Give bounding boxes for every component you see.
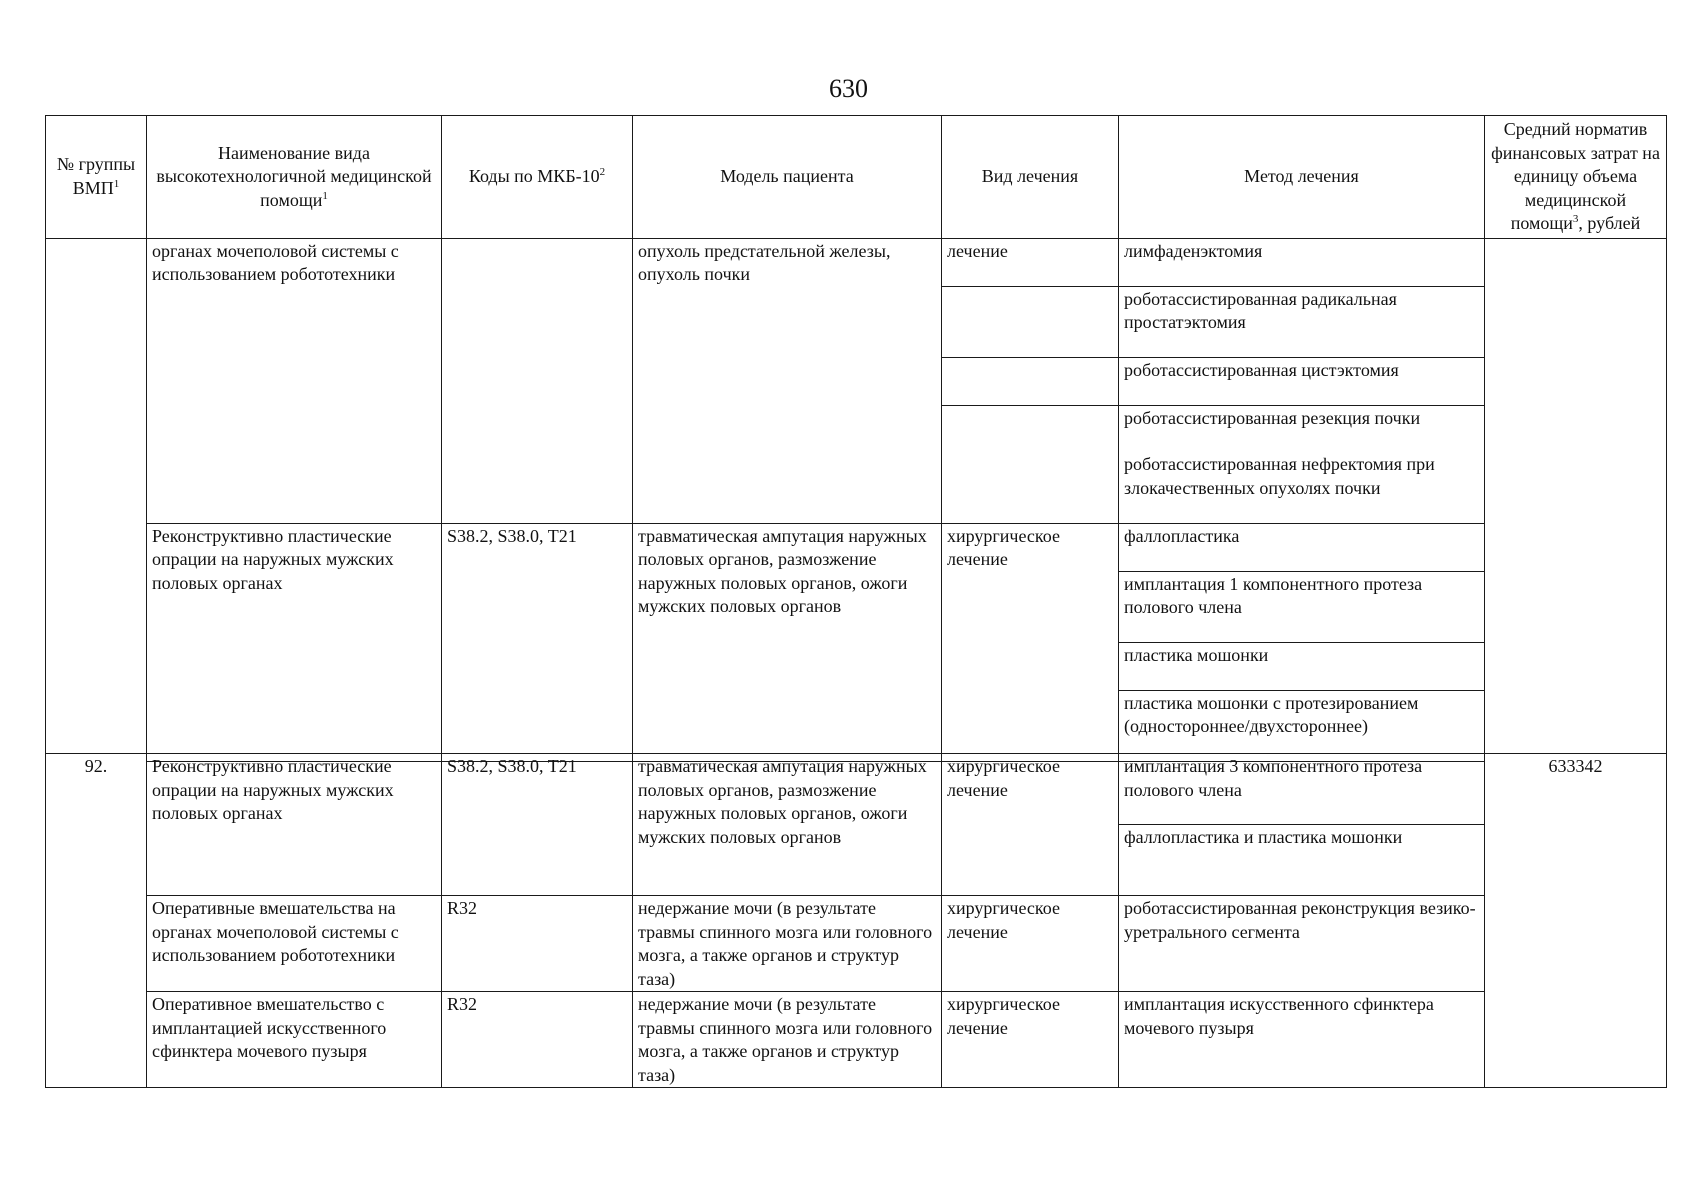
header-group-no: № группы ВМП$^1$ <box>46 116 147 239</box>
care-type-cell: Реконструктивно пластические опрации на наружных мужских половых органах <box>147 523 442 761</box>
table-row <box>46 896 1667 992</box>
cost-cell <box>1485 238 1667 761</box>
icd-codes-cell: S38.2, S38.0, T21 <box>442 523 633 761</box>
vmp-table <box>45 115 1667 762</box>
method-cell: роботассистированная резекция почки роботассистированная нефректомия при злокачественных опухолях почки <box>1119 405 1485 523</box>
table-row <box>46 992 1667 1088</box>
group-no-cell <box>46 238 147 761</box>
method-cell: роботассистированная радикальная простатэктомия <box>1119 286 1485 357</box>
method-cell: имплантация искусственного сфинктера мочевого пузыря <box>1119 992 1485 1088</box>
treatment-type-cell: хирургическое лечение <box>942 896 1119 992</box>
icd-codes-cell <box>442 238 633 523</box>
header-row <box>46 116 1667 239</box>
treatment-type-cell: лечение <box>942 238 1119 286</box>
header-treatment-method: Метод лечения <box>1119 116 1485 239</box>
treatment-type-cell <box>942 405 1119 523</box>
treatment-type-cell: хирургическое лечение <box>942 754 1119 896</box>
header-icd-codes: Коды по МКБ-$10^2$ <box>442 116 633 239</box>
patient-model-cell: опухоль предстательной железы, опухоль почки <box>633 238 942 523</box>
care-type-cell: Оперативное вмешательство с имплантацией искусственного сфинктера мочевого пузыря <box>147 992 442 1088</box>
care-type-cell: органах мочеполовой системы с использованием робототехники <box>147 238 442 523</box>
table-row <box>46 523 1667 571</box>
patient-model-cell: травматическая ампутация наружных половых органов, размозжение наружных половых органов, ожоги мужских половых органов <box>633 523 942 761</box>
page-number: 630 <box>829 74 868 103</box>
patient-model-cell: травматическая ампутация наружных половых органов, размозжение наружных половых органов, ожоги мужских половых органов <box>633 754 942 896</box>
method-cell: имплантация 3 компонентного протеза полового члена <box>1119 754 1485 825</box>
method-cell: лимфаденэктомия <box>1119 238 1485 286</box>
header-care-type: Наименование вида высокотехнологичной медицинской помощи$^1$ <box>147 116 442 239</box>
patient-model-cell: недержание мочи (в результате травмы спинного мозга или головного мозга, а также органов и структур таза) <box>633 992 942 1088</box>
vmp-table-group-92 <box>45 753 1667 1088</box>
method-cell: фаллопластика и пластика мошонки <box>1119 825 1485 896</box>
treatment-type-cell <box>942 286 1119 357</box>
treatment-type-cell: хирургическое лечение <box>942 992 1119 1088</box>
table-row <box>46 754 1667 825</box>
method-cell: пластика мошонки с протезированием (одностороннее/двухстороннее) <box>1119 690 1485 761</box>
method-cell: имплантация 1 компонентного протеза полового члена <box>1119 571 1485 642</box>
group-no-cell: 92. <box>46 754 147 1088</box>
icd-codes-cell: R32 <box>442 992 633 1088</box>
method-cell: роботассистированная цистэктомия <box>1119 357 1485 405</box>
method-cell: роботассистированная реконструкция везико-уретрального сегмента <box>1119 896 1485 992</box>
icd-codes-cell: S38.2, S38.0, T21 <box>442 754 633 896</box>
header-cost: Средний норматив финансовых затрат на единицу объема медицинской помощи$^3$, рублей <box>1485 116 1667 239</box>
method-cell: фаллопластика <box>1119 523 1485 571</box>
care-type-cell: Реконструктивно пластические опрации на наружных мужских половых органах <box>147 754 442 896</box>
patient-model-cell: недержание мочи (в результате травмы спинного мозга или головного мозга, а также органов и структур таза) <box>633 896 942 992</box>
table-row <box>46 238 1667 286</box>
cost-cell: 633342 <box>1485 754 1667 1088</box>
treatment-type-cell <box>942 357 1119 405</box>
icd-codes-cell: R32 <box>442 896 633 992</box>
header-treatment-type: Вид лечения <box>942 116 1119 239</box>
care-type-cell: Оперативные вмешательства на органах мочеполовой системы с использованием робототехники <box>147 896 442 992</box>
header-patient-model: Модель пациента <box>633 116 942 239</box>
treatment-type-cell: хирургическое лечение <box>942 523 1119 761</box>
method-cell: пластика мошонки <box>1119 642 1485 690</box>
